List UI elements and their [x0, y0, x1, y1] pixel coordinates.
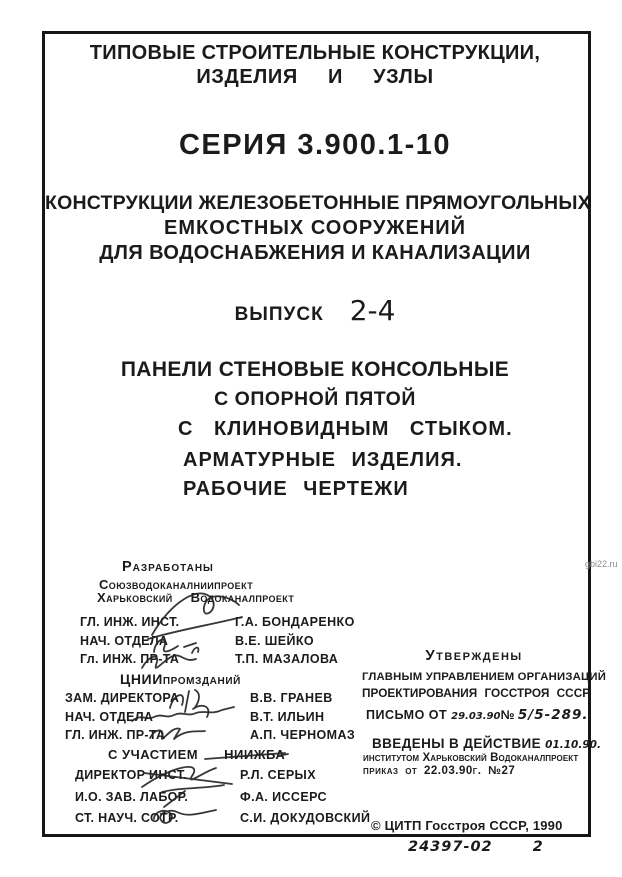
order-line: приказ от 22.03.90г. №27 — [363, 765, 516, 777]
masthead-line1: ТИПОВЫЕ СТРОИТЕЛЬНЫЕ КОНСТРУКЦИИ, — [89, 42, 541, 64]
credit-role: ДИРЕКТОР ИНСТ. — [75, 768, 187, 782]
credit-role: Гл. ИНЖ. ПР-ТА — [80, 652, 180, 666]
approved-authority-line1: ГЛАВНЫМ УПРАВЛЕНИЕМ ОРГАНИЗАЦИЙ — [362, 671, 607, 683]
effective-date-handwritten: 01.10.90. — [545, 739, 601, 751]
credit-role: НАЧ. ОТДЕЛА — [80, 633, 169, 648]
copyright-notice: © ЦИТП Госстроя СССР, 1990 — [371, 818, 563, 833]
sheet-number: 2 — [532, 839, 544, 855]
developed-org-cnii: ЦНИИпромзданий — [120, 671, 241, 687]
site-watermark: gbi22.ru — [585, 559, 618, 569]
letter-number-handwritten: 5/5-289. — [517, 707, 589, 723]
masthead-line2: ИЗДЕЛИЯ И УЗЛЫ — [196, 66, 434, 88]
participation-org: НИИЖБА — [224, 747, 286, 762]
credit-name: Т.П. МАЗАЛОВА — [235, 652, 339, 666]
issue-line — [45, 294, 585, 327]
approved-authority-line2: ПРОЕКТИРОВАНИЯ ГОССТРОЯ СССР — [362, 686, 591, 700]
credit-name: Г.А. БОНДАРЕНКО — [235, 615, 355, 629]
credit-name: Ф.А. ИССЕРС — [240, 789, 327, 804]
title-line3: ДЛЯ ВОДОСНАБЖЕНИЯ И КАНАЛИЗАЦИИ — [99, 242, 531, 264]
credit-name: С.И. ДОКУДОВСКИЙ — [240, 811, 371, 825]
issue-number: 2-4 — [349, 294, 396, 327]
approval-letter-line — [366, 707, 589, 723]
subject-line1: ПАНЕЛИ СТЕНОВЫЕ КОНСОЛЬНЫЕ — [120, 358, 510, 381]
document-code: 24397-02 — [408, 839, 493, 855]
issue-label: ВЫПУСК — [234, 304, 324, 325]
credit-role: ГЛ. ИНЖ. ИНСТ. — [80, 615, 180, 629]
title-line2: ЕМКОСТНЫХ СООРУЖЕНИЙ — [163, 217, 467, 239]
letter-label: ПИСЬМО ОТ — [366, 708, 448, 722]
credit-name: В.Е. ШЕЙКО — [235, 633, 315, 648]
credit-name: В.Т. ИЛЬИН — [250, 709, 325, 724]
subject-line2: С ОПОРНОЙ ПЯТОЙ — [214, 388, 416, 410]
developed-heading: Разработаны — [122, 559, 214, 575]
credit-role: НАЧ. ОТДЕЛА — [65, 709, 154, 724]
document-code-line — [408, 839, 544, 855]
title-line1: КОНСТРУКЦИИ ЖЕЛЕЗОБЕТОННЫЕ ПРЯМОУГОЛЬНЫХ — [45, 192, 591, 214]
developed-org-secondary: Харьковский Водоканалпроект — [97, 590, 295, 605]
credit-role: И.О. ЗАВ. ЛАБОР. — [75, 789, 189, 804]
series-number: СЕРИЯ 3.900.1-10 — [178, 129, 452, 161]
effective-label: ВВЕДЕНЫ В ДЕЙСТВИЕ — [372, 736, 541, 751]
subject-line5: РАБОЧИЕ ЧЕРТЕЖИ — [183, 478, 409, 500]
credit-role: ГЛ. ИНЖ. ПР-ТА — [65, 728, 166, 742]
effective-org-line: институтом Харьковский Водоканалпроект — [363, 752, 579, 764]
credit-name: В.В. ГРАНЕВ — [250, 691, 333, 705]
letter-date-handwritten: 29.03.90 — [451, 711, 501, 722]
subject-line3: С КЛИНОВИДНЫМ СТЫКОМ. — [178, 418, 513, 440]
credit-role: СТ. НАУЧ. СОТР. — [75, 811, 179, 825]
effective-line — [372, 736, 601, 751]
number-sign: № — [500, 708, 515, 722]
participation-label: С УЧАСТИЕМ — [108, 747, 199, 762]
credit-name: А.П. ЧЕРНОМАЗ — [250, 728, 356, 742]
developed-org-primary: Союзводоканалниипроект — [99, 577, 254, 592]
credit-role: ЗАМ. ДИРЕКТОРА — [65, 691, 180, 705]
credit-name: Р.Л. СЕРЫХ — [240, 768, 316, 782]
approved-heading: Утверждены — [425, 647, 523, 664]
subject-line4: АРМАТУРНЫЕ ИЗДЕЛИЯ. — [183, 449, 463, 471]
participation-line — [108, 747, 285, 762]
